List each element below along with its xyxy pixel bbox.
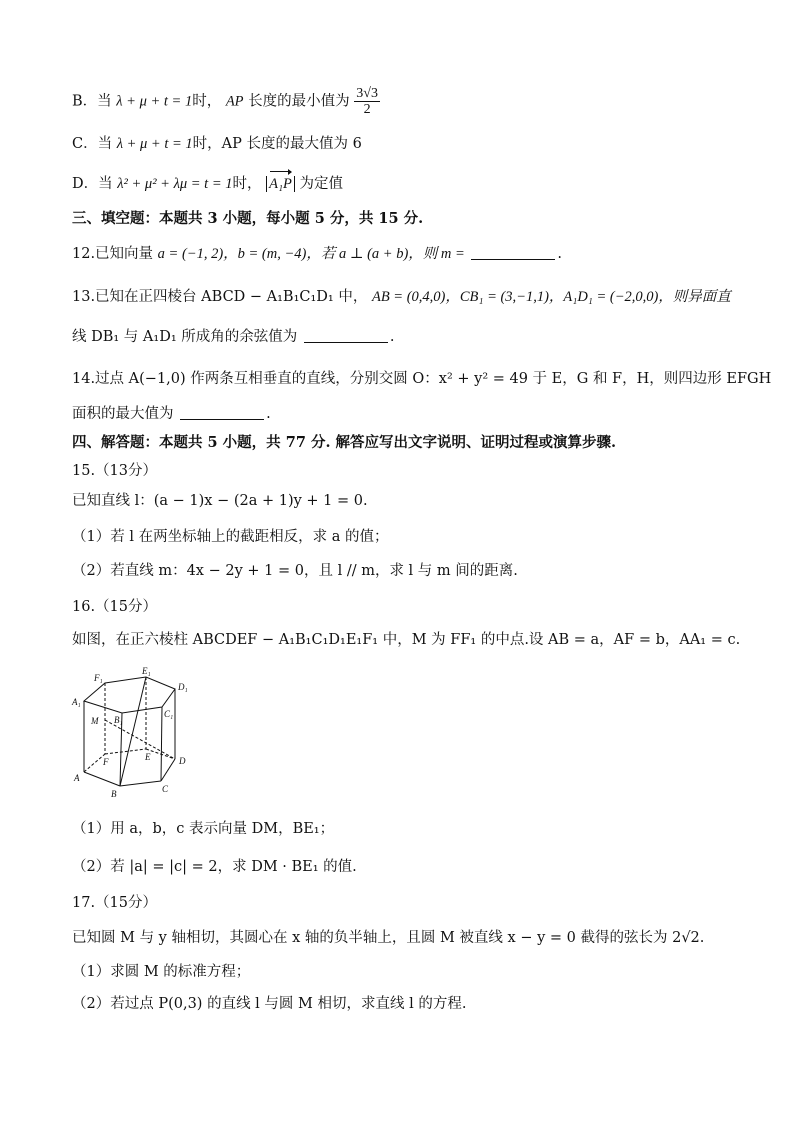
question-17-part-2: （2）若过点 P(0,3) 的直线 l 与圆 M 相切，求直线 l 的方程. <box>72 996 467 1012</box>
hexagonal-prism-figure <box>70 664 200 802</box>
question-14-line-2: 面积的最大值为 . <box>72 406 271 422</box>
option-d: D．当 λ² + μ² + λμ = t = 1时， A₁P 为定值 <box>72 173 734 195</box>
label-f: F <box>103 757 109 767</box>
question-15-part-1: （1）若 l 在两坐标轴上的截距相反，求 a 的值； <box>72 529 389 545</box>
question-16-header: 16.（15分） <box>72 599 158 615</box>
answer-blank <box>471 245 555 260</box>
question-17-header: 17.（15分） <box>72 895 158 911</box>
label-a: A <box>74 773 80 783</box>
question-15-header: 15.（13分） <box>72 463 158 479</box>
question-16-part-2: （2）若 |a| = |c| = 2，求 DM · BE₁ 的值. <box>72 859 357 875</box>
option-c: C．当 λ + μ + t = 1时，AP 长度的最大值为 6 <box>72 136 362 152</box>
fraction: $\frac{3√3}{2}$ <box>356 86 378 117</box>
option-b: B．当 λ + μ + t = 1时， AP 长度的最小值为 $\frac{3√3}{2}$ <box>72 86 378 117</box>
question-17-stem: 已知圆 M 与 y 轴相切，其圆心在 x 轴的负半轴上，且圆 M 被直线 x − y = 0 截得的弦长为 2√2. <box>72 930 705 946</box>
label-c: C <box>162 784 169 794</box>
question-13-line-2: 线 DB₁ 与 A₁D₁ 所成角的余弦值为 . <box>72 329 395 345</box>
label-m: M <box>91 716 99 726</box>
question-14-line-1: 14.过点 A(−1,0) 作两条互相垂直的直线，分别交圆 O：x² + y² = 49 于 E，G 和 F，H，则四边形 EFGH <box>72 371 772 387</box>
question-17-part-1: （1）求圆 M 的标准方程； <box>72 964 251 980</box>
question-16-part-1: （1）用 a，b，c 表示向量 DM，BE₁； <box>72 821 335 837</box>
answer-blank <box>304 328 388 343</box>
question-13-line-1: 13.已知在正四棱台 ABCD − A₁B₁C₁D₁ 中， AB = (0,4,0)，CB₁ = (3,−1,1)，A₁D₁ = (−2,0,0)，则异面直 <box>72 289 731 305</box>
label-b1: B₁ <box>114 715 123 725</box>
question-16-stem: 如图，在正六棱柱 ABCDEF − A₁B₁C₁D₁E₁F₁ 中，M 为 FF₁ 的中点.设 AB = a，AF = b，AA₁ = c. <box>72 632 741 648</box>
label-c1: C₁ <box>164 709 174 719</box>
question-15-stem: 已知直线 l：(a − 1)x − (2a + 1)y + 1 = 0. <box>72 493 368 509</box>
label-d: D <box>179 756 186 766</box>
label-b: B <box>111 789 117 799</box>
question-15-part-2: （2）若直线 m：4x − 2y + 1 = 0，且 l // m，求 l 与 m 间的距离. <box>72 563 518 579</box>
section-four-heading: 四、解答题：本题共 5 小题，共 77 分. 解答应写出文字说明、证明过程或演算步骤. <box>72 434 617 451</box>
answer-blank <box>180 405 264 420</box>
label-a1: A₁ <box>72 697 81 707</box>
label-f1: F₁ <box>94 673 103 683</box>
section-three-heading: 三、填空题：本题共 3 小题，每小题 5 分，共 15 分. <box>72 210 424 227</box>
question-12: 12.已知向量 a = (−1, 2)，b = (m, −4)，若 a ⊥ (a + b)，则 m = . <box>72 246 563 262</box>
label-e: E <box>145 752 151 762</box>
label-e1: E₁ <box>142 666 151 676</box>
label-d1: D₁ <box>178 682 188 692</box>
